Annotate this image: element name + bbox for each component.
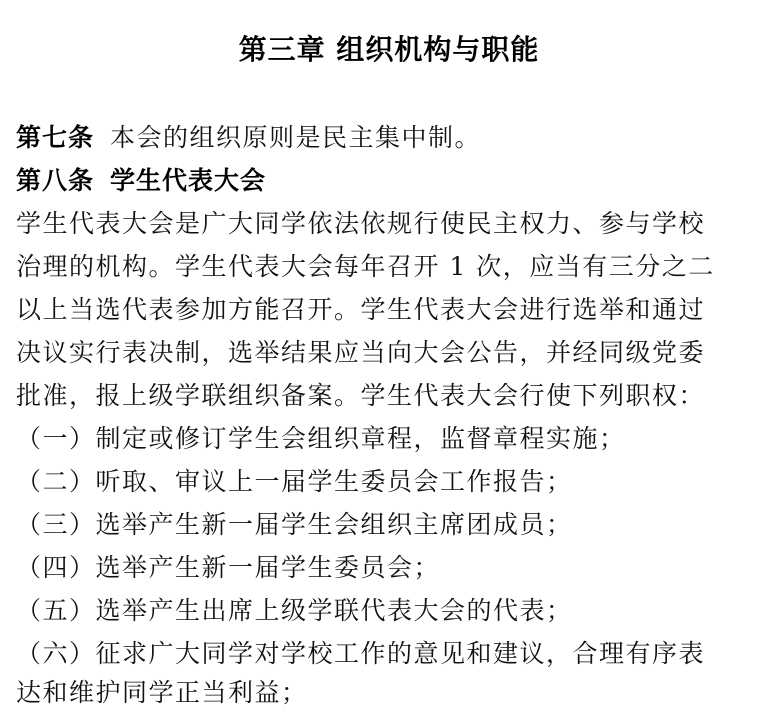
article-7-text: 本会的组织原则是民主集中制。 <box>110 123 482 152</box>
list-item: （五）选举产生出席上级学联代表大会的代表； <box>16 596 573 625</box>
list-item: （二）听取、审议上一届学生委员会工作报告； <box>16 467 573 496</box>
article-8-line <box>16 163 776 199</box>
paragraph-line: 决议实行表决制，选举结果应当向大会公告，并经同级党委 <box>16 338 706 367</box>
paragraph-line: 治理的机构。学生代表大会每年召开 1 次，应当有三分之二 <box>16 252 715 281</box>
list-item: （四）选举产生新一届学生委员会； <box>16 553 441 582</box>
paragraph-line: 以上当选代表参加方能召开。学生代表大会进行选举和通过 <box>16 295 706 324</box>
list-item-continuation: 达和维护同学正当利益； <box>16 678 308 707</box>
list-item: （六）征求广大同学对学校工作的意见和建议，合理有序表 <box>16 639 706 668</box>
list-item: （三）选举产生新一届学生会组织主席团成员； <box>16 510 573 539</box>
article-7-label: 第七条 <box>16 123 95 152</box>
article-7-line <box>16 120 776 156</box>
paragraph-line: 批准，报上级学联组织备案。学生代表大会行使下列职权： <box>16 381 706 410</box>
list-item: （一）制定或修订学生会组织章程，监督章程实施； <box>16 424 626 453</box>
article-8-heading: 学生代表大会 <box>110 166 267 195</box>
paragraph-line: 学生代表大会是广大同学依法依规行使民主权力、参与学校 <box>16 209 706 238</box>
chapter-title: 第三章 组织机构与职能 <box>238 33 540 66</box>
article-8-label: 第八条 <box>16 166 95 195</box>
